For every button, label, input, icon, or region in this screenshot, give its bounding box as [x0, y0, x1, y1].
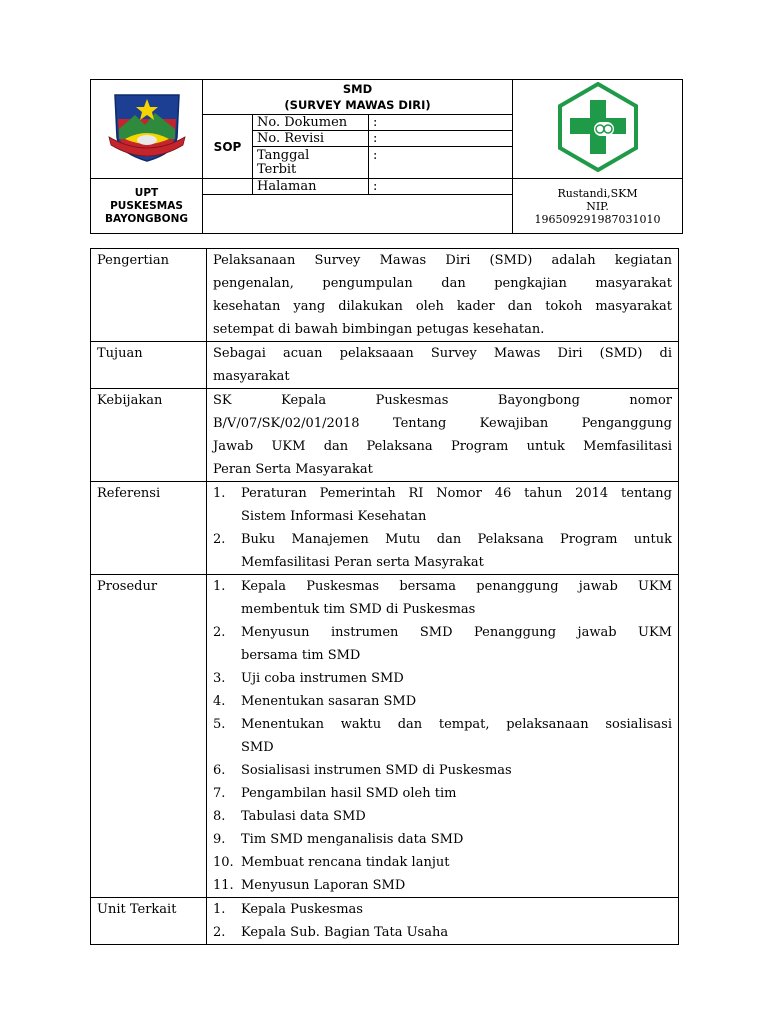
list-item — [213, 713, 672, 759]
list-item — [213, 805, 672, 828]
list-item-number: 1. — [213, 902, 226, 917]
list-item-line: Membuat rencana tindak lanjut — [241, 855, 450, 870]
list-item — [213, 828, 672, 851]
unit-terkait-list — [213, 898, 672, 944]
list-item-line: Tabulasi data SMD — [241, 809, 366, 824]
value-unit-terkait — [207, 898, 679, 945]
value-referensi — [207, 482, 679, 575]
list-item-number: 2. — [213, 532, 226, 547]
list-item-number: 11. — [213, 878, 234, 893]
list-item-text — [241, 805, 672, 828]
regency-crest-icon — [105, 89, 189, 165]
list-item-number: 3. — [213, 671, 226, 686]
referensi-list — [213, 482, 672, 574]
pengertian-line: pengenalan, pengumpulan dan pengkajian masyarakat — [213, 276, 672, 291]
list-item-number: 4. — [213, 694, 226, 709]
list-item-line: SMD — [241, 740, 274, 755]
list-item — [213, 667, 672, 690]
list-item-text — [241, 690, 672, 713]
list-item-number: 10. — [213, 855, 234, 870]
unit-name — [91, 179, 203, 234]
meta-label-no-revisi: No. Revisi — [253, 131, 369, 147]
signatory — [513, 179, 683, 234]
document-title — [203, 80, 513, 115]
label-kebijakan: Kebijakan — [91, 389, 207, 482]
row-prosedur — [91, 575, 679, 898]
list-item-line: Memfasilitasi Peran serta Masyrakat — [241, 555, 484, 570]
pengertian-line: setempat di bawah bimbingan petugas kesehatan. — [213, 322, 545, 337]
list-item — [213, 874, 672, 897]
list-item-line: Uji coba instrumen SMD — [241, 671, 404, 686]
list-item-line: bersama tim SMD — [241, 648, 361, 663]
list-item-number: 5. — [213, 717, 226, 732]
list-item-number: 2. — [213, 625, 226, 640]
list-item-line: Sistem Informasi Kesehatan — [241, 509, 427, 524]
list-item-line: Menyusun Laporan SMD — [241, 878, 406, 893]
list-item-number: 8. — [213, 809, 226, 824]
list-item-line: membentuk tim SMD di Puskesmas — [241, 602, 476, 617]
list-item-line: Pengambilan hasil SMD oleh tim — [241, 786, 457, 801]
label-tujuan: Tujuan — [91, 342, 207, 389]
kebijakan-line: Jawab UKM dan Pelaksana Program untuk Memfasilitasi — [213, 439, 672, 454]
list-item-line: Tim SMD menganalisis data SMD — [241, 832, 464, 847]
meta-label-halaman: Halaman — [253, 179, 369, 195]
list-item — [213, 482, 672, 528]
list-item-line: Kepala Sub. Bagian Tata Usaha — [241, 925, 449, 940]
label-pengertian: Pengertian — [91, 249, 207, 342]
title-line-1: SMD — [342, 82, 373, 96]
pengertian-line: Pelaksanaan Survey Mawas Diri (SMD) adalah kegiatan — [213, 253, 672, 268]
list-item — [213, 851, 672, 874]
sop-header-table — [90, 79, 683, 234]
list-item-text — [241, 667, 672, 690]
list-item-number: 2. — [213, 925, 226, 940]
kebijakan-line: B/V/07/SK/02/01/2018 Tentang Kewajiban Penganggung — [213, 416, 672, 431]
list-item-number: 1. — [213, 579, 226, 594]
list-item-line: Menentukan sasaran SMD — [241, 694, 417, 709]
value-kebijakan — [207, 389, 679, 482]
puskesmas-green-cross-icon — [552, 82, 644, 172]
list-item-line: Peraturan Pemerintah RI Nomor 46 tahun 2014 tentang — [241, 486, 672, 501]
kebijakan-line: Peran Serta Masyarakat — [213, 462, 373, 477]
unit-line-3: BAYONGBONG — [104, 212, 189, 225]
list-item — [213, 898, 672, 921]
row-tujuan — [91, 342, 679, 389]
list-item-text — [241, 851, 672, 874]
list-item-line: Buku Manajemen Mutu dan Pelaksana Program untuk — [241, 532, 672, 547]
tujuan-line: masyarakat — [213, 369, 290, 384]
sop-content-table — [90, 248, 679, 945]
list-item-line: Sosialisasi instrumen SMD di Puskesmas — [241, 763, 512, 778]
list-item — [213, 621, 672, 667]
list-item-number: 9. — [213, 832, 226, 847]
row-unit-terkait — [91, 898, 679, 945]
list-item-line: Kepala Puskesmas bersama penanggung jawab UKM — [241, 579, 672, 594]
title-line-2: (SURVEY MAWAS DIRI) — [284, 98, 431, 112]
meta-label-no-dokumen: No. Dokumen — [253, 115, 369, 131]
kebijakan-line: SK Kepala Puskesmas Bayongbong nomor — [213, 393, 672, 408]
list-item-text — [241, 782, 672, 805]
list-item-text — [241, 482, 672, 528]
puskesmas-logo — [513, 80, 683, 179]
list-item-text — [241, 528, 672, 574]
list-item-text — [241, 621, 672, 667]
unit-line-2: PUSKESMAS — [110, 199, 183, 212]
list-item-text — [241, 713, 672, 759]
meta-label-tanggal-terbit: Tanggal Terbit — [253, 147, 369, 179]
list-item-line: Kepala Puskesmas — [241, 902, 363, 917]
tujuan-line: Sebagai acuan pelaksaaan Survey Mawas Diri (SMD) di — [213, 346, 672, 361]
list-item-text — [241, 874, 672, 897]
list-item-line: Menyusun instrumen SMD Penanggung jawab UKM — [241, 625, 672, 640]
list-item-number: 1. — [213, 486, 226, 501]
prosedur-list — [213, 575, 672, 897]
list-item — [213, 782, 672, 805]
row-kebijakan — [91, 389, 679, 482]
value-prosedur — [207, 575, 679, 898]
sop-label: SOP — [203, 115, 253, 179]
label-prosedur: Prosedur — [91, 575, 207, 898]
meta-value-no-dokumen: : — [369, 115, 513, 131]
regency-crest-logo — [91, 80, 203, 179]
label-referensi: Referensi — [91, 482, 207, 575]
list-item — [213, 528, 672, 574]
meta-value-no-revisi: : — [369, 131, 513, 147]
list-item-text — [241, 828, 672, 851]
list-item — [213, 921, 672, 944]
list-item — [213, 575, 672, 621]
list-item-text — [241, 898, 672, 921]
row-referensi — [91, 482, 679, 575]
value-tujuan — [207, 342, 679, 389]
value-pengertian — [207, 249, 679, 342]
signatory-nip: 196509291987031010 — [534, 212, 661, 226]
list-item-number: 7. — [213, 786, 226, 801]
pengertian-line: kesehatan yang dilakukan oleh kader dan tokoh masyarakat — [213, 299, 672, 314]
signatory-nip-label: NIP. — [586, 199, 609, 213]
unit-line-1: UPT — [134, 186, 159, 199]
list-item-text — [241, 575, 672, 621]
meta-value-halaman: : — [369, 179, 513, 195]
signatory-name: Rustandi,SKM — [557, 186, 638, 200]
label-unit-terkait: Unit Terkait — [91, 898, 207, 945]
list-item-number: 6. — [213, 763, 226, 778]
list-item-line: Menentukan waktu dan tempat, pelaksanaan sosialisasi — [241, 717, 672, 732]
list-item-text — [241, 759, 672, 782]
list-item — [213, 759, 672, 782]
meta-value-tanggal-terbit: : — [369, 147, 513, 179]
row-pengertian — [91, 249, 679, 342]
list-item-text — [241, 921, 672, 944]
list-item — [213, 690, 672, 713]
